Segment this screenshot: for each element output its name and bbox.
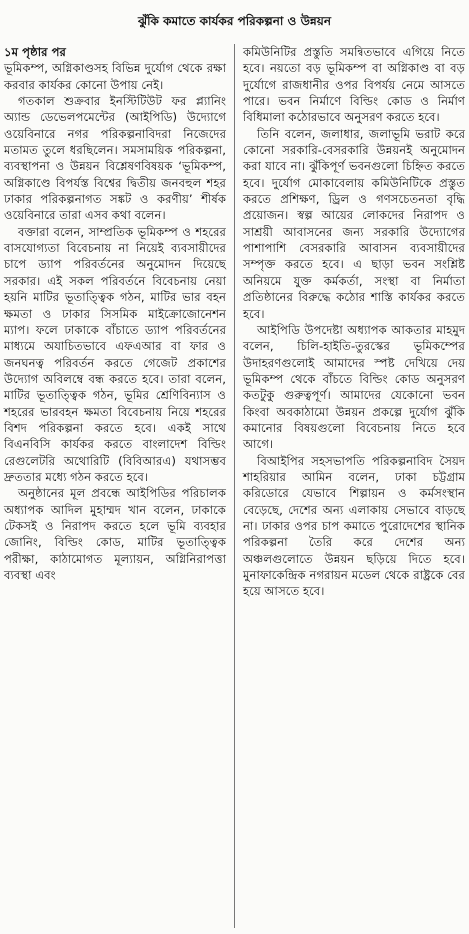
- paragraph: ভূমিকম্প, অগ্নিকাণ্ডসহ বিভিন্ন দুর্যোগ থেকে রক্ষা করবার কার্যকর কোনো উপায় নেই।: [4, 61, 226, 92]
- paragraph: বিআইপির সহসভাপতি পরিকল্পনাবিদ সৈয়দ শাহরিয়ার আমিন বলেন, ঢাকা চট্টগ্রাম করিডোরে যেভাবে শিল্পায়ন ও কর্মসংস্থান বেড়েছে, দেশের অন্য এলাকায় সেভাবে বাড়ছে না। ঢাকার ওপর চাপ কমাতে পুরোদেশের স্থানিক পরিকল্পনা তৈরি করে দেশের অন্য অঞ্চলগুলোতে উন্নয়ন ছড়িয়ে দিতে হবে। মুনাফাকেন্দ্রিক নগরায়ন মডেল থেকে রাষ্ট্রকে বের হয়ে আসতে হবে।: [243, 453, 465, 599]
- column-divider: [234, 44, 235, 928]
- paragraph: কমিউনিটির প্রস্তুতি সমন্বিতভাবে এগিয়ে নিতে হবে। নয়তো বড় ভূমিকম্প বা অগ্নিকাণ্ড বা বড় দুর্যোগে রাজধানীর ওপর বিপর্যয় নেমে আসতে পারে। ভবন নির্মাণে বিল্ডিং কোড ও নির্মাণ বিধিমালা কঠোরভাবে অনুসরণ করতে হবে।: [243, 45, 465, 125]
- continued-from-label: ১ম পৃষ্ঠার পর: [4, 45, 66, 59]
- paragraph: অনুষ্ঠানের মূল প্রবন্ধে আইপিডির পরিচালক অধ্যাপক আদিল মুহাম্মদ খান বলেন, ঢাকাকে টেকসই ও নিরাপদ করতে হলে ভূমি ব্যবহার জোনিং, বিল্ডিং কোড, মাটির ভূতাত্ত্বিক পরীক্ষা, কাঠামোগত মূল্যায়ন, অগ্নিনিরাপত্তা ব্যবস্থা এবং: [4, 486, 226, 582]
- right-column: [243, 44, 465, 600]
- left-column: [4, 44, 226, 583]
- paragraph: তিনি বলেন, জলাধার, জলাভূমি ভরাট করে কোনো সরকারি-বেসরকারি উন্নয়নই অনুমোদন করা যাবে না। ঝুঁকিপূর্ণ ভবনগুলো চিহ্নিত করতে হবে। দুর্যোগ মোকাবেলায় কমিউনিটিকে প্রস্তুত করতে প্রশিক্ষণ, ড্রিল ও গণসচেতনতা বৃদ্ধি প্রয়োজন। স্বল্প আয়ের লোকদের নিরাপদ ও সাশ্রয়ী আবাসনের জন্য সরকারি উদ্যোগের পাশাপাশি বেসরকারি আবাসন ব্যবসায়ীদের সম্পৃক্ত করতে হবে। এ ছাড়া ভবন সংশ্লিষ্ট অনিয়মে যুক্ত কর্মকর্তা, সংস্থা বা নির্মাতা প্রতিষ্ঠানের বিরুদ্ধে কঠোর শাস্তি কার্যকর করতে হবে।: [243, 126, 465, 321]
- headline: ঝুঁকি কমাতে কার্যকর পরিকল্পনা ও উন্নয়ন: [138, 14, 331, 28]
- paragraph: বক্তারা বলেন, সাম্প্রতিক ভূমিকম্প ও শহরের বাসযোগ্যতা বিবেচনায় না নিয়েই ব্যবসায়ীদের চাপে ড্যাপ পরিবর্তনের অনুমোদন দিয়েছে সরকার। এই সকল পরিবর্তনে বিবেচনায় নেয়া হয়নি মাটির ভূতাত্ত্বিক গঠন, মাটির ভার বহন ক্ষমতা ও ঢাকার সিসমিক মাইক্রোজোনেশন ম্যাপ। ফলে ঢাকাকে বাঁচাতে ড্যাপ পরিবর্তনের মাধ্যমে অযাচিতভাবে এফএআর বা ফার ও জনঘনত্ব পরিবর্তন করতে গেজেট প্রকাশের উদ্যোগ অবিলম্বে বন্ধ করতে হবে। তারা বলেন, মাটির ভূতাত্ত্বিক গঠন, ভূমির শ্রেণিবিন্যাস ও শহরের ভারবহন ক্ষমতা বিবেচনায় নিয়ে শহরের বিশদ পরিকল্পনা করতে হবে। একই সাথে বিএনবিসি কার্যকর করতে বাংলাদেশ বিল্ডিং রেগুলেটরি অথোরিটি (বিবিআরএ) যথাসম্ভব দ্রুততার মধ্যে গঠন করতে হবে।: [4, 224, 226, 484]
- paragraph: গতকাল শুক্রবার ইনস্টিটিউট ফর প্ল্যানিং অ্যান্ড ডেভেলপমেন্টের (আইপিডি) উদ্যোগে ওয়েবিনারে নগর পরিকল্পনাবিদরা নিজেদের মতামত তুলে ধরছিলেন। সমসাময়িক পরিকল্পনা, ব্যবস্থাপনা ও উন্নয়ন বিশ্লেষণবিষয়ক ‘ভূমিকম্প, অগ্নিকাণ্ডে বিপর্যস্ত বিশ্বের দ্বিতীয় জনবহুল শহর ঢাকার পরিকল্পনাগত সঙ্কট ও করণীয়’ শীর্ষক ওয়েবিনারে তারা এসব কথা বলেন।: [4, 94, 226, 223]
- paragraph: আইপিডি উপদেষ্টা অধ্যাপক আকতার মাহমুদ বলেন, চিলি-হাইতি-তুরস্কের ভূমিকম্পের উদাহরণগুলোই আমাদের স্পষ্ট দেখিয়ে দেয় ভূমিকম্প থেকে বাঁচতে বিল্ডিং কোড অনুসরণ কতটুকু গুরুত্বপূর্ণ। আমাদের যেকোনো ভবন কিংবা অবকাঠামো উন্নয়ন প্রকল্পে দুর্যোগ ঝুঁকি কমানোর বিষয়গুলো বিবেচনায় নিতে হবে আগে।: [243, 322, 465, 452]
